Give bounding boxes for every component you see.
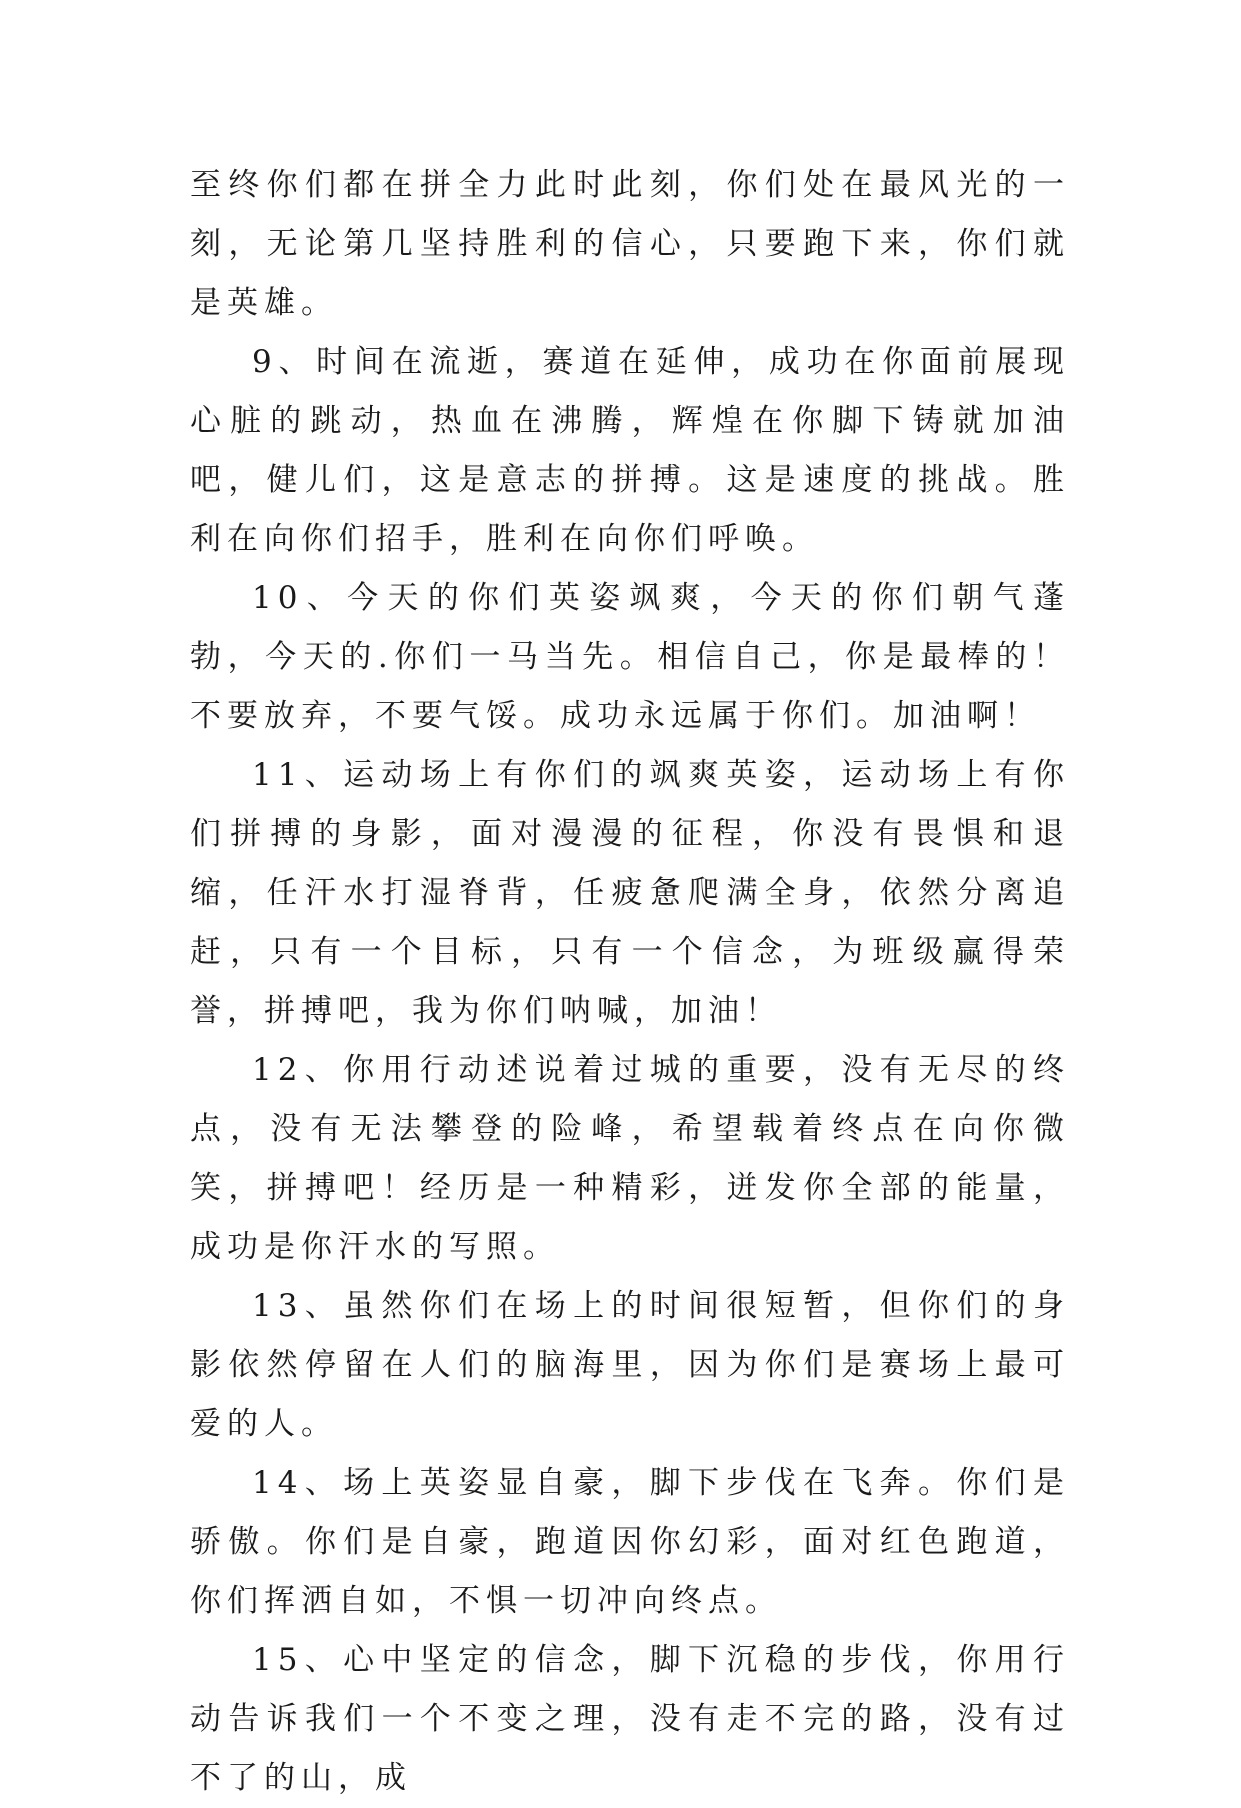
document-body bbox=[190, 156, 1070, 1808]
paragraph-item-11: 11、运动场上有你们的飒爽英姿，运动场上有你们拼搏的身影，面对漫漫的征程，你没有畏惧和退缩，任汗水打湿脊背，任疲惫爬满全身，依然分离追赶，只有一个目标，只有一个信念，为班级赢得荣誉，拼搏吧，我为你们呐喊，加油！ bbox=[190, 757, 1070, 1029]
paragraph-item-12: 12、你用行动述说着过城的重要，没有无尽的终点，没有无法攀登的险峰，希望载着终点在向你微笑，拼搏吧！经历是一种精彩，迸发你全部的能量，成功是你汗水的写照。 bbox=[190, 1052, 1070, 1265]
paragraph-item-13: 13、虽然你们在场上的时间很短暂，但你们的身影依然停留在人们的脑海里，因为你们是赛场上最可爱的人。 bbox=[190, 1288, 1070, 1442]
paragraph-item-15: 15、心中坚定的信念，脚下沉稳的步伐，你用行动告诉我们一个不变之理，没有走不完的路，没有过不了的山，成 bbox=[190, 1642, 1070, 1796]
paragraph-continued: 至终你们都在拼全力此时此刻，你们处在最风光的一刻，无论第几坚持胜利的信心，只要跑下来，你们就是英雄。 bbox=[190, 167, 1070, 321]
paragraph-item-9: 9、时间在流逝，赛道在延伸，成功在你面前展现心脏的跳动，热血在沸腾，辉煌在你脚下铸就加油吧，健儿们，这是意志的拼搏。这是速度的挑战。胜利在向你们招手，胜利在向你们呼唤。 bbox=[190, 344, 1070, 557]
paragraph-item-14: 14、场上英姿显自豪，脚下步伐在飞奔。你们是骄傲。你们是自豪，跑道因你幻彩，面对红色跑道，你们挥洒自如，不惧一切冲向终点。 bbox=[190, 1465, 1070, 1619]
paragraph-item-10: 10、今天的你们英姿飒爽，今天的你们朝气蓬勃，今天的.你们一马当先。相信自己，你是最棒的！不要放弃，不要气馁。成功永远属于你们。加油啊！ bbox=[190, 580, 1070, 734]
